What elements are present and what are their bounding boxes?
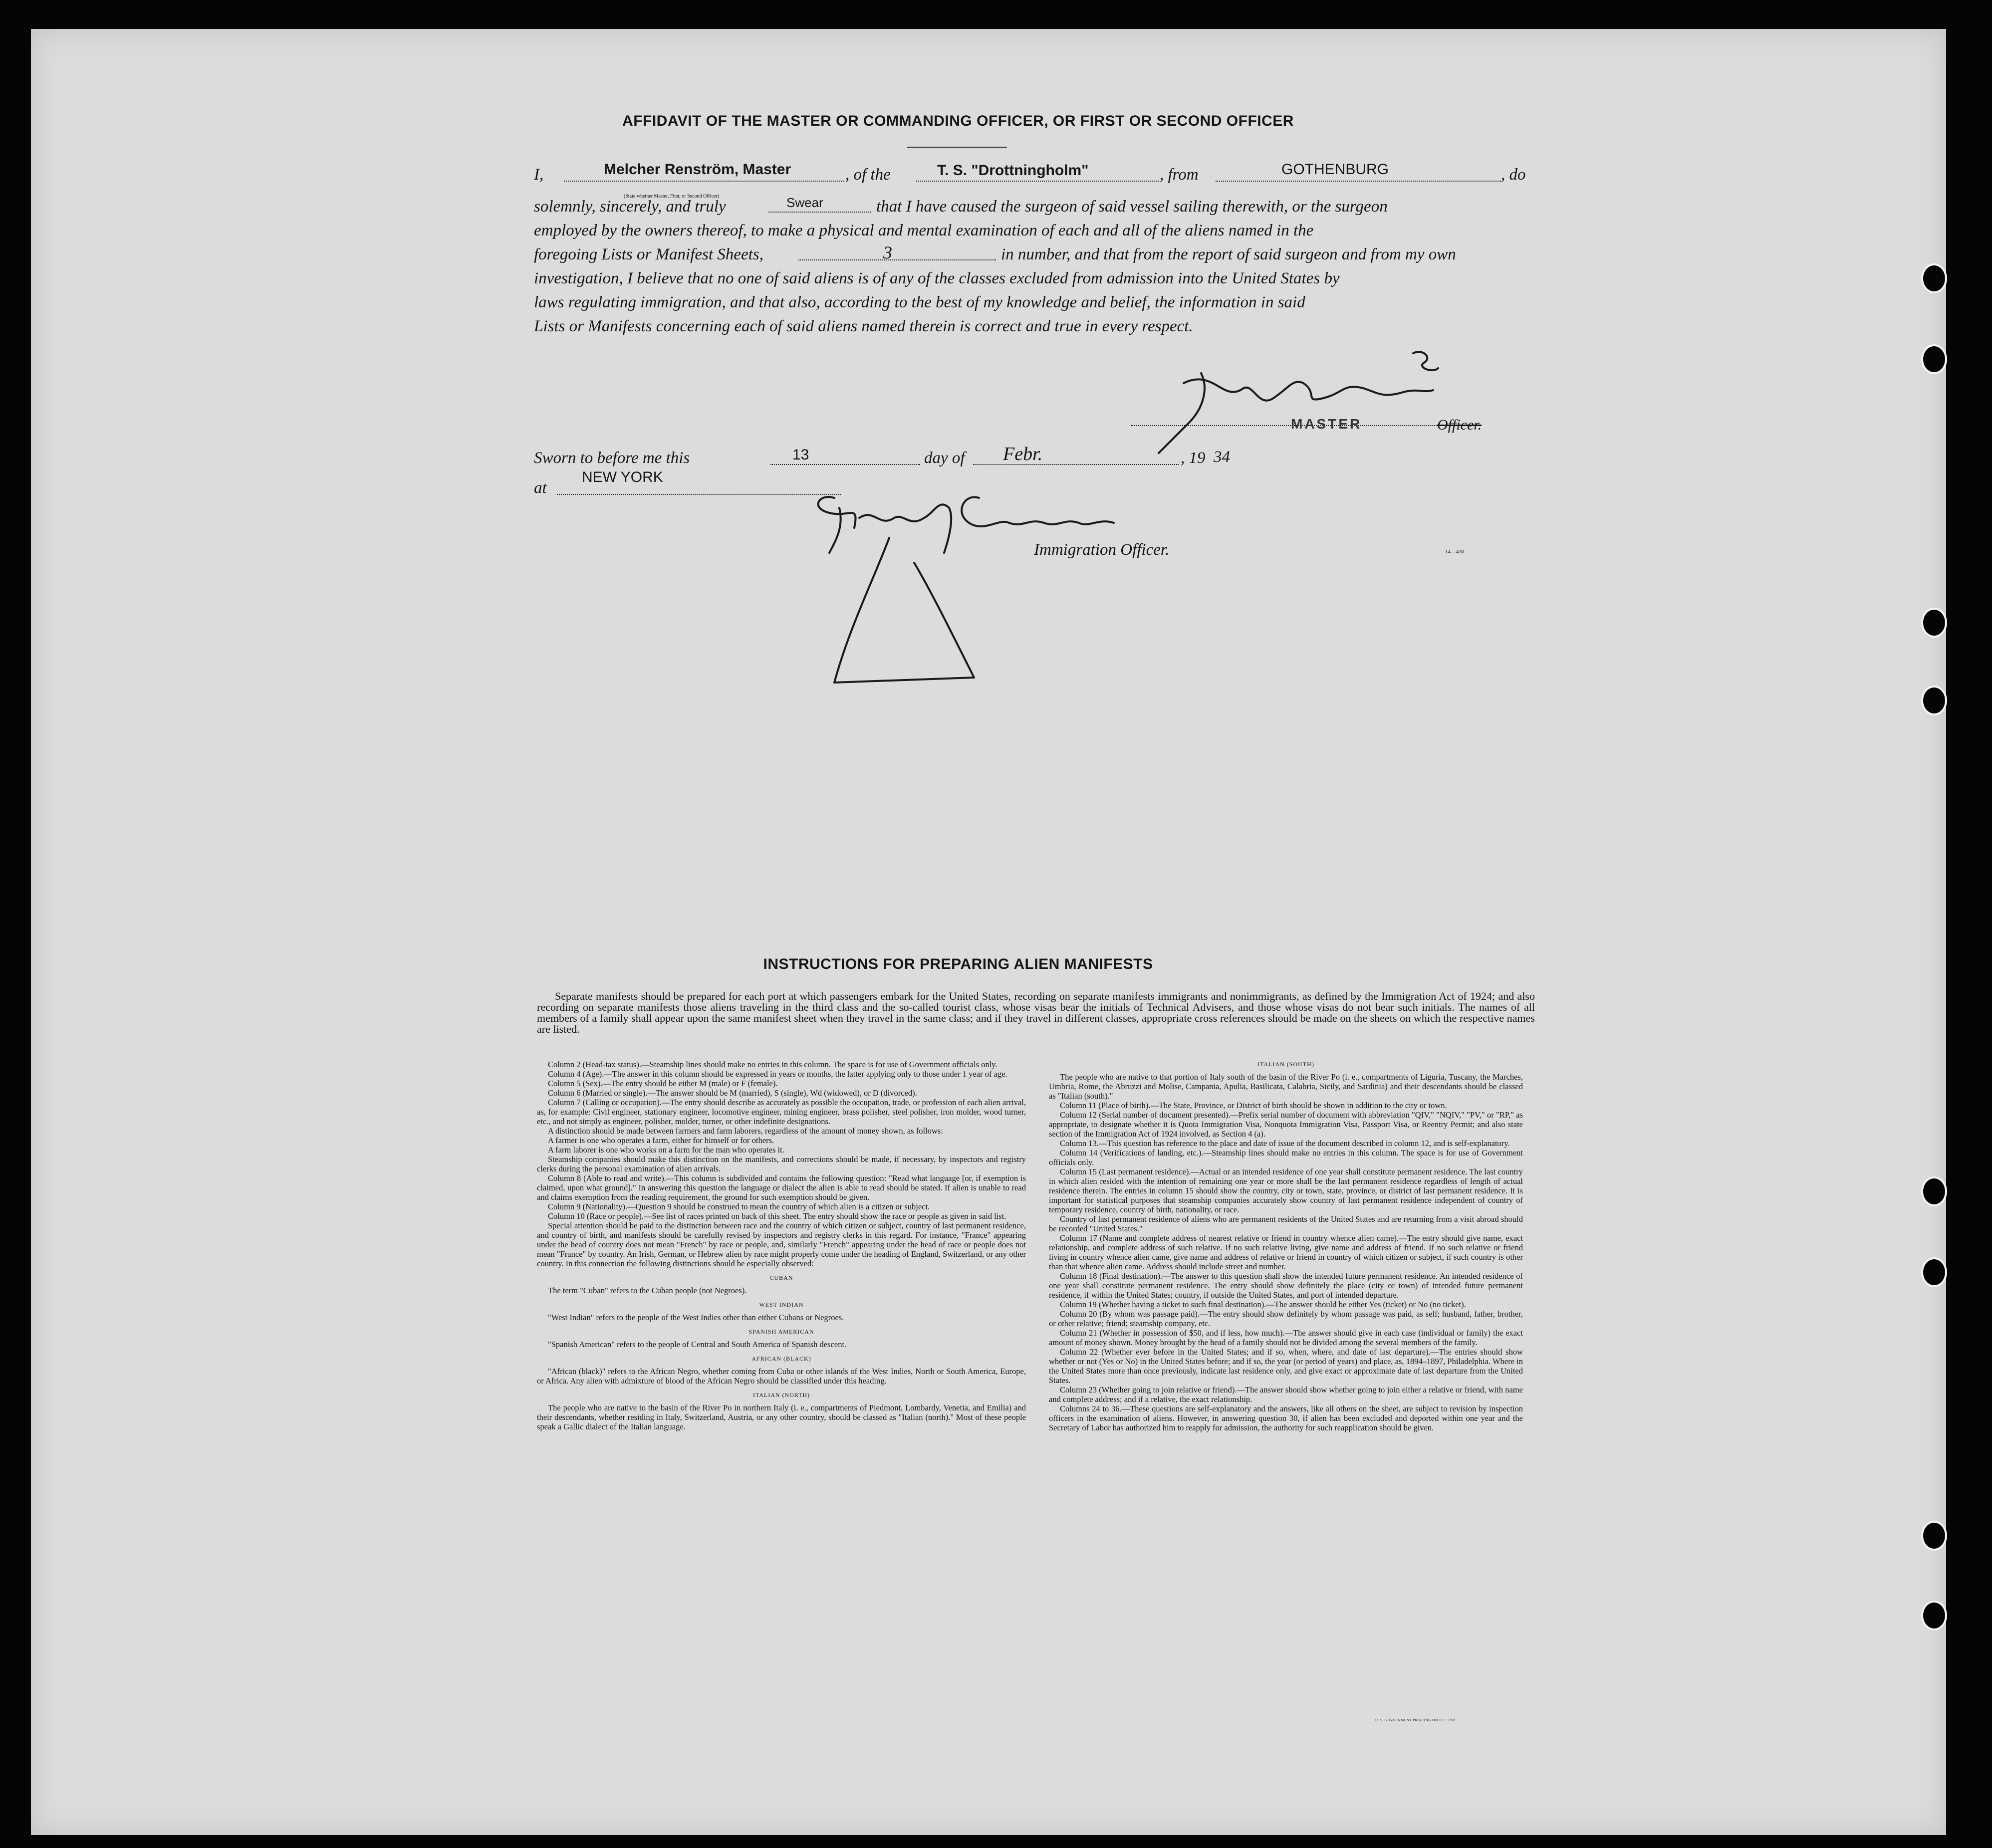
instruction-paragraph: Column 8 (Able to read and write).—This column is subdivided and contains the following question: "Read what language [or, if exemption is claimed, upon what ground]." In answering this question the language or dialect the alien is able to read should be stated. If alien is unable to read and claims exemption from the reading requirement, the ground for such exemption should be given. (537, 1173, 1026, 1202)
officer-text: Officer. (1437, 417, 1482, 433)
binder-hole (1921, 608, 1947, 638)
italian-north-text: The people who are native to the basin of the River Po in northern Italy (i. e., compartments of Piedmont, Lombardy, Venetia, and Emilia) and their descendants, whether residing in Italy, Switzerland, Austria, or any other country, should be classed as "Italian (north)." Most of these people speak a Gallic dialect of the Italian language. (537, 1403, 1026, 1431)
manifest-sheet (31, 29, 1946, 1835)
west-indian-heading: WEST INDIAN (759, 1301, 804, 1308)
instruction-paragraph: Column 2 (Head-tax status).—Steamship lines should make no entries in this column. The space is for use of Government officials only. (548, 1060, 997, 1069)
instruction-paragraph: Column 22 (Whether ever before in the United States; and if so, when, where, and date of last departure).—The entries should show whether or not (Yes or No) in the United States before; and if so, the year (or period of years) and place, as, 1894–1897, Philadelphia. Where in the United States more than once previously, indicate last residence only, and give exact or approximate date of last departure from the United States. (1049, 1347, 1523, 1385)
day-line (770, 464, 920, 465)
binder-hole (1921, 344, 1947, 374)
binder-hole (1921, 1257, 1947, 1287)
line4-post: in number, and that from the report of said surgeon and from my own (1001, 245, 1456, 263)
line6: laws regulating immigration, and that also, according to the best of my knowledge and belief, the information in said (534, 293, 1305, 311)
state-note: (State whether Master, First, or Second Officer) (624, 194, 720, 199)
i-text: I, (534, 166, 544, 184)
west-indian-text: "West Indian" refers to the people of the West Indies other than either Cubans or Negroes. (548, 1313, 844, 1322)
instruction-paragraph: A farm laborer is one who works on a farm for the man who operates it. (548, 1145, 784, 1155)
instruction-paragraph: Column 7 (Calling or occupation).—The entry should describe as accurately as possible the occupation, trade, or profession of each alien arrival, as, for example: Civil engineer, stationary engineer, locomotive engineer, mining engineer, brass polisher, steel polisher, iron molder, wood turner, etc., and not simply as engineer, polisher, molder, turner, or other indefinite designations. (537, 1098, 1026, 1126)
instruction-paragraph: Columns 24 to 36.—These questions are self-explanatory and the answers, like all others on the sheet, are subject to revision by inspection officers in the examination of aliens. However, in answering question 30, if alien has been excluded and deported within one year and the Secretary of Labor has authorized him to reapply for admission, the authority for such reapplication should be given. (1049, 1404, 1523, 1432)
oath-word: Swear (786, 195, 823, 210)
instruction-paragraph: The people who are native to that portion of Italy south of the basin of the River Po (i. e., compartments of Liguria, Tuscany, the Marches, Umbria, Rome, the Abruzzi and Molise, Campania, Apulia, Basilicata, Calabria, Sicily, and Sardinia) and their descendants should be classed as "Italian (south)." (1049, 1072, 1523, 1101)
master-name: Melcher Renström, Master (604, 161, 791, 178)
line2-post: that I have caused the surgeon of said vessel sailing therewith, or the surgeon (876, 198, 1388, 216)
sworn-pre: Sworn to before me this (534, 449, 690, 467)
master-signature (1154, 348, 1503, 458)
instruction-paragraph: Column 20 (By whom was passage paid).—The entry should show definitely by whom passage was paid, as self; husband, father, brother, or other relative; friend; steamship company, etc. (1049, 1309, 1523, 1328)
sworn-month: Febr. (1003, 444, 1043, 464)
port-line (1216, 181, 1501, 182)
binder-hole (1921, 263, 1947, 293)
instruction-paragraph: Country of last permanent residence of aliens who are permanent residents of the United States and are returning from a visit abroad should be recorded "United States." (1049, 1214, 1523, 1233)
italian-north-heading: ITALIAN (NORTH) (752, 1391, 810, 1398)
instructions-title: INSTRUCTIONS FOR PREPARING ALIEN MANIFESTS (763, 956, 1153, 972)
instruction-paragraph: Column 9 (Nationality).—Question 9 should be construed to mean the country of which alien is a citizen or subject. (548, 1202, 930, 1211)
instruction-paragraph: Steamship companies should make this distinction on the manifests, and corrections should be made, if necessary, by inspectors and registry clerks during the personal examination of alien arrivals. (537, 1155, 1026, 1173)
printing-office-note: U. S. GOVERNMENT PRINTING OFFICE: 1931 (1375, 1718, 1456, 1722)
instruction-paragraph: Column 4 (Age).—The answer in this column should be expressed in years or months, the latter applying only to those under 1 year of age. (548, 1069, 1007, 1079)
vessel-line (916, 181, 1159, 182)
year-prefix: , 19 (1181, 449, 1206, 467)
master-line (564, 181, 844, 182)
instruction-paragraph: Column 5 (Sex).—The entry should be either M (male) or F (female). (548, 1079, 778, 1088)
master-sig-line (1131, 425, 1450, 426)
sheets-line (798, 259, 996, 260)
officer-signature (799, 478, 1149, 707)
italian-south-heading: ITALIAN (SOUTH) (1257, 1061, 1314, 1068)
instructions-intro: Separate manifests should be prepared for each port at which passengers embark for the United States, recording on separate manifests immigrants and nonimmigrants, as defined by the Immigration Act of 1924; and also recording on separate manifests those aliens traveling in the third class and the so-called tourist class, whose visas bear the initials of Technical Advisers, and those whose visas do not bear such initials. The names of all members of a family shall appear upon the same manifest sheet when they travel in the same class; and if they travel in different classes, appropriate cross references should be made on the sheets on which the respective names are listed. (537, 990, 1535, 1035)
instruction-paragraph: Column 11 (Place of birth).—The State, Province, or District of birth should be shown in addition to the city or town. (1060, 1101, 1447, 1110)
do-text: , do (1501, 166, 1526, 184)
african-heading: AFRICAN (BLACK) (751, 1355, 811, 1362)
oath-line (768, 212, 871, 213)
instruction-paragraph: Column 13.—This question has reference to the place and date of issue of the document described in column 12, and is self-explanatory. (1060, 1139, 1510, 1148)
at-text: at (534, 479, 547, 497)
vessel-name: T. S. "Drottningholm" (937, 162, 1089, 179)
sheet-count: 3 (883, 242, 892, 262)
of-the-text: , of the (845, 166, 891, 184)
from-text: , from (1160, 166, 1199, 184)
affidavit-title: AFFIDAVIT OF THE MASTER OR COMMANDING OFFICER, OR FIRST OR SECOND OFFICER (622, 113, 1294, 129)
rank-stamp: MASTER (1291, 416, 1362, 432)
immigration-officer-label: Immigration Officer. (1034, 541, 1170, 559)
line7: Lists or Manifests concerning each of said aliens named therein is correct and true in every respect. (534, 317, 1193, 335)
instruction-paragraph: Column 14 (Verifications of landing, etc.).—Steamship lines should make no entries in this column. The space is for use of Government officials only. (1049, 1148, 1523, 1167)
spanish-american-text: "Spanish American" refers to the people of Central and South America of Spanish descent. (548, 1340, 847, 1349)
instruction-paragraph: Column 6 (Married or single).—The answer should be M (married), S (single), Wd (widowed), or D (divorced). (548, 1088, 917, 1098)
form-number: 14—430 (1445, 549, 1465, 555)
line2-pre: solemnly, sincerely, and truly (534, 198, 726, 216)
day-of-text: day of (924, 449, 965, 467)
title-rule (907, 147, 1007, 148)
cuban-heading: CUBAN (769, 1274, 793, 1281)
binder-hole (1921, 686, 1947, 715)
instruction-paragraph: Column 10 (Race or people).—See list of races printed on back of this sheet. The entry should show the race or people as given in said list. (548, 1211, 1006, 1221)
line3: employed by the owners thereof, to make a physical and mental examination of each and all of the aliens named in the (534, 222, 1314, 239)
instruction-paragraph: Column 23 (Whether going to join relative or friend).—The answer should show whether going to join either a relative or friend, with name and complete address; and if a relative, the exact relationship. (1049, 1385, 1523, 1404)
sworn-year: 34 (1214, 448, 1230, 466)
sworn-place: NEW YORK (582, 469, 663, 485)
instruction-paragraph: Column 19 (Whether having a ticket to such final destination).—The answer should be either Yes (ticket) or No (no ticket). (1060, 1300, 1466, 1309)
instruction-paragraph: Column 17 (Name and complete address of nearest relative or friend in country whence alien came).—The entry should give name, exact relationship, and complete address of such relative. If no such relative living, give name and address of friend. If no such relative or friend living in country whence alien came, give name and address of relative or friend in country of which citizen or subject, if such country is other than that whence alien came. Address should include street and number. (1049, 1233, 1523, 1271)
instructions-left-column (537, 1060, 1026, 1431)
binder-hole (1921, 1521, 1947, 1551)
instruction-paragraph: A farmer is one who operates a farm, either for himself or for others. (548, 1136, 774, 1145)
instruction-paragraph: Column 12 (Serial number of document presented).—Prefix serial number of document with abbreviation "QIV," "NQIV," "PV," or "RP," as appropriate, to designate whether it is Quota Immigration Visa, Nonquota Immigration Visa, Passport Visa, or Reentry Permit; and also state section of the Immigration Act of 1924 involved, as Section 4 (a). (1049, 1110, 1523, 1139)
month-line (973, 464, 1179, 465)
line4-pre: foregoing Lists or Manifest Sheets, (534, 245, 763, 263)
instruction-paragraph: Column 18 (Final destination).—The answer to this question shall show the intended future permanent residence. An intended residence of one year shall constitute permanent residence. The entry should show definitely the place (city or town) of intended future permanent residence, if within the United States; country, if outside the United States, and port of intended departure. (1049, 1271, 1523, 1300)
affidavit-body (534, 163, 1537, 338)
spanish-american-heading: SPANISH AMERICAN (748, 1328, 814, 1335)
instruction-paragraph: Column 15 (Last permanent residence).—Actual or an intended residence of one year shall constitute permanent residence. The last country in which alien resided with the intention of remaining one year or more shall be the last permanent residence regardless of length of actual residence therein. The entries in column 15 should show the country, city or town, state, province, or district of last permanent residence. It is important for statistical purposes that steamship companies accurately show country of last permanent residence independent of country of temporary residence, country of birth, nationality, or race. (1049, 1167, 1523, 1214)
sworn-day: 13 (792, 447, 809, 463)
cuban-text: The term "Cuban" refers to the Cuban people (not Negroes). (548, 1286, 747, 1295)
instruction-paragraph: Special attention should be paid to the distinction between race and the country of which citizen or subject, country of last permanent residence, and country of birth, and manifests should be carefully revised by inspectors and registry clerks in this regard. For instance, "France" appearing under the head of country does not mean "French" by race or people, and, similarly "French" appearing under the head of race or people does not mean "France" by country. An Irish, German, or Hebrew alien by race might properly come under the heading of England, Switzerland, or any other country. In this connection the following distinctions should be especially observed: (537, 1221, 1026, 1268)
instructions-right-column (1049, 1060, 1523, 1432)
african-text: "African (black)" refers to the African Negro, whether coming from Cuba or other islands of the West Indies, North or South America, Europe, or Africa. Any alien with admixture of blood of the African Negro should be classified under this heading. (537, 1367, 1026, 1386)
binder-hole (1921, 1176, 1947, 1206)
line5: investigation, I believe that no one of said aliens is of any of the classes excluded from admission into the United States by (534, 269, 1340, 287)
place-line (557, 494, 841, 495)
instruction-paragraph: A distinction should be made between farmers and farm laborers, regardless of the amount of money shown, as follows: (548, 1126, 943, 1136)
instruction-paragraph: Column 21 (Whether in possession of $50, and if less, how much).—The answer should give in each case (individual or family) the exact amount of money shown. Money brought by the head of a family should not be divided among the several members of the family. (1049, 1328, 1523, 1347)
port-name: GOTHENBURG (1281, 161, 1389, 178)
binder-hole (1921, 1601, 1947, 1630)
